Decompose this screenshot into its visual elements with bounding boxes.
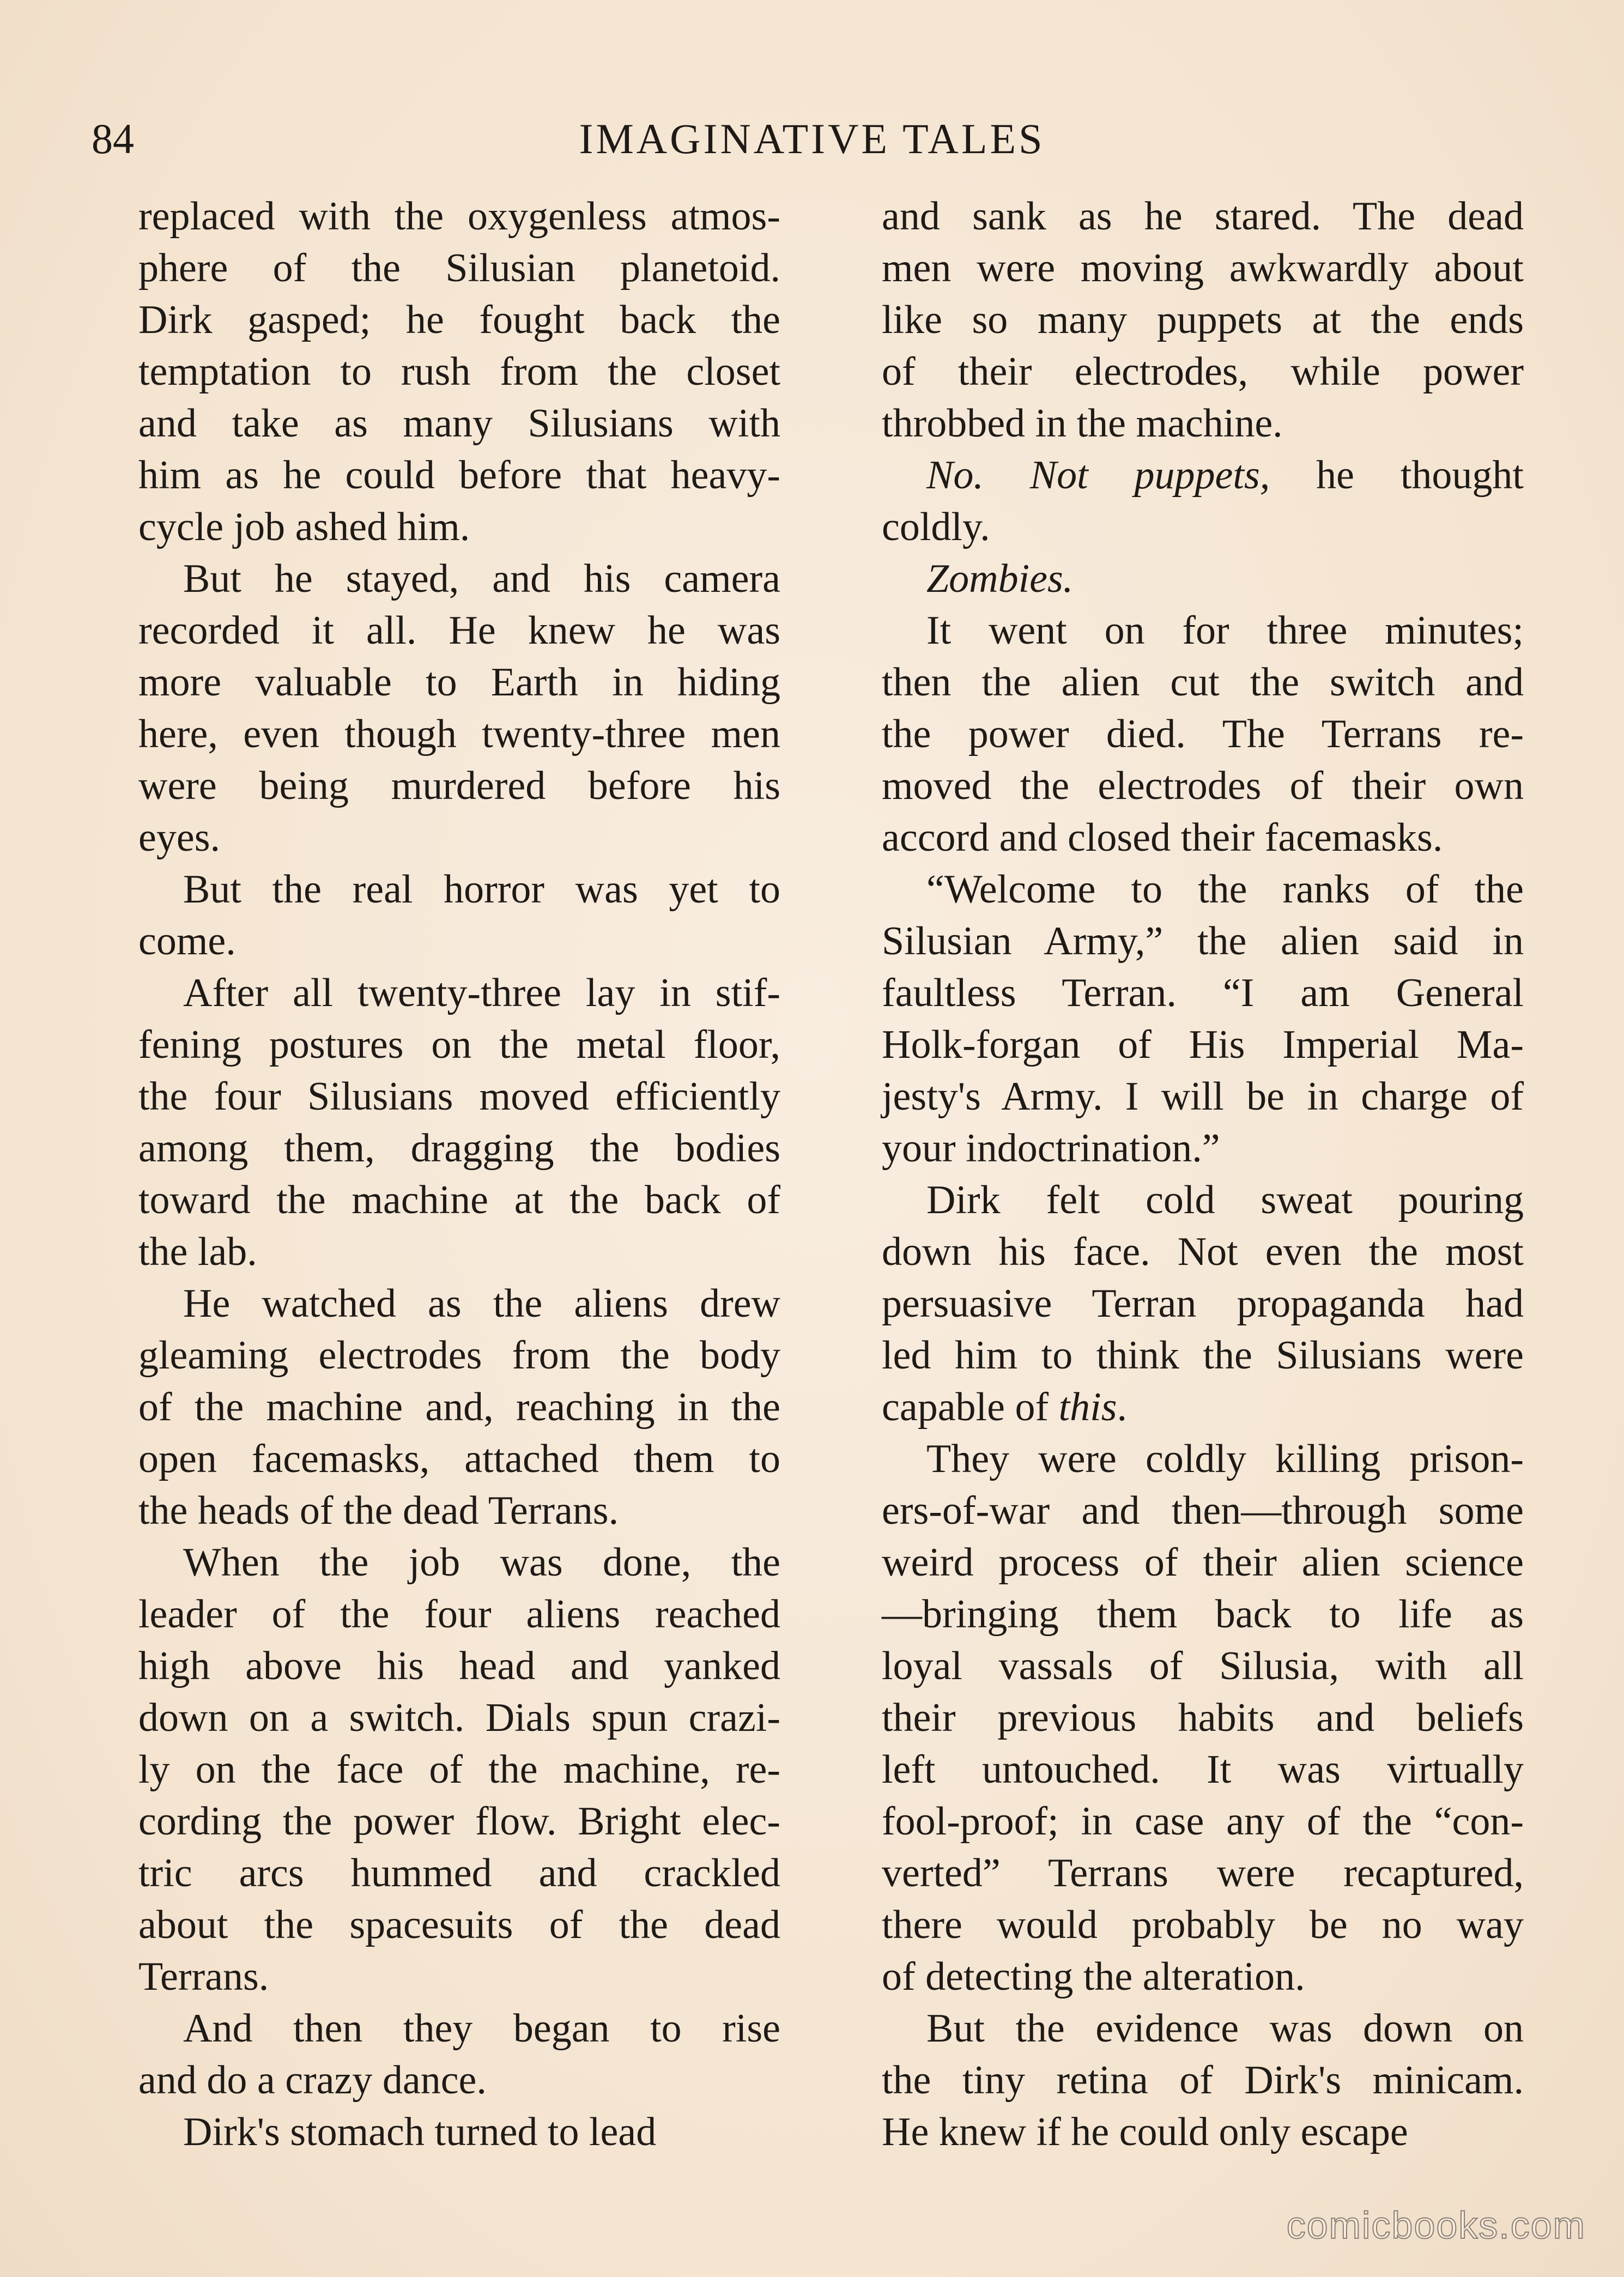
text-line: They were coldly killing prison- xyxy=(926,1437,1524,1481)
text-line: led him to think the Silusians were xyxy=(882,1333,1524,1378)
text-line: like so many puppets at the ends xyxy=(882,298,1524,342)
text-line: No. Not puppets, he thought xyxy=(926,453,1524,498)
text-line: Terrans. xyxy=(138,1954,269,1999)
text-line: left untouched. It was virtually xyxy=(882,1747,1524,1792)
paragraph xyxy=(837,1433,1524,2003)
watermark: comicbooks.com xyxy=(1286,2204,1586,2246)
text-line: recorded it all. He knew he was xyxy=(138,608,780,653)
paragraph xyxy=(94,2003,780,2106)
paragraph xyxy=(94,191,780,553)
text-line: ly on the face of the machine, re- xyxy=(138,1747,780,1792)
text-line: temptation to rush from the closet xyxy=(138,349,780,394)
text-line: Zombies. xyxy=(926,556,1074,601)
text-line: the power died. The Terrans re- xyxy=(882,712,1524,756)
right-text-column xyxy=(837,191,1524,2158)
paragraph xyxy=(837,191,1524,450)
text-line: and sank as he stared. The dead xyxy=(882,194,1524,239)
text-line: among them, dragging the bodies xyxy=(138,1126,780,1171)
text-line: here, even though twenty-three men xyxy=(138,712,780,756)
paragraph xyxy=(94,553,780,864)
text-line: It went on for three minutes; xyxy=(926,608,1524,653)
text-line: toward the machine at the back of xyxy=(138,1178,780,1222)
text-line: cycle job ashed him. xyxy=(138,505,470,549)
text-line: phere of the Silusian planetoid. xyxy=(138,246,780,290)
text-line: Holk-forgan of His Imperial Ma- xyxy=(882,1022,1524,1067)
text-line: “Welcome to the ranks of the xyxy=(926,867,1524,912)
paragraph xyxy=(837,553,1524,605)
text-line: ers-of-war and then—through some xyxy=(882,1488,1524,1533)
text-line: moved the electrodes of their own xyxy=(882,764,1524,808)
page-number: 84 xyxy=(92,115,134,162)
text-line: men were moving awkwardly about xyxy=(882,246,1524,290)
paragraph xyxy=(837,1174,1524,1433)
paragraph xyxy=(837,2003,1524,2158)
text-line: coldly. xyxy=(882,505,990,549)
running-title: IMAGINATIVE TALES xyxy=(579,115,1045,162)
paragraph xyxy=(837,450,1524,553)
text-line: were being murdered before his xyxy=(138,764,780,808)
text-line: tric arcs hummed and crackled xyxy=(138,1851,780,1896)
text-line: there would probably be no way xyxy=(882,1903,1524,1947)
text-line: more valuable to Earth in hiding xyxy=(138,660,780,705)
text-line: persuasive Terran propaganda had xyxy=(882,1281,1524,1326)
text-line: But he stayed, and his camera xyxy=(183,556,780,601)
text-line: him as he could before that heavy- xyxy=(138,453,780,498)
text-line: fool-proof; in case any of the “con- xyxy=(882,1799,1524,1844)
text-line: weird process of their alien science xyxy=(882,1540,1524,1585)
text-line: Dirk's stomach turned to lead xyxy=(183,2110,657,2154)
text-line: of their electrodes, while power xyxy=(882,349,1524,394)
text-line: down his face. Not even the most xyxy=(882,1230,1524,1274)
text-line: Dirk gasped; he fought back the xyxy=(138,298,780,342)
paragraph xyxy=(94,864,780,967)
text-line: throbbed in the machine. xyxy=(882,401,1283,446)
text-line: He knew if he could only escape xyxy=(882,2110,1408,2154)
running-header xyxy=(0,109,1624,169)
text-line: jesty's Army. I will be in charge of xyxy=(882,1074,1524,1119)
text-line: capable of this. xyxy=(882,1385,1128,1430)
text-line: high above his head and yanked xyxy=(138,1644,780,1688)
text-line: When the job was done, the xyxy=(183,1540,780,1585)
text-line: loyal vassals of Silusia, with all xyxy=(882,1644,1524,1688)
paragraph xyxy=(94,1278,780,1537)
text-line: verted” Terrans were recaptured, xyxy=(882,1851,1524,1896)
text-line: gleaming electrodes from the body xyxy=(138,1333,780,1378)
text-line: open facemasks, attached them to xyxy=(138,1437,780,1481)
text-line: He watched as the aliens drew xyxy=(183,1281,780,1326)
text-line: the four Silusians moved efficiently xyxy=(138,1074,780,1119)
text-line: and take as many Silusians with xyxy=(138,401,780,446)
text-line: their previous habits and beliefs xyxy=(882,1695,1524,1740)
text-line: After all twenty-three lay in stif- xyxy=(183,971,780,1015)
text-line: come. xyxy=(138,919,236,964)
text-line: then the alien cut the switch and xyxy=(882,660,1524,705)
text-line: and do a crazy dance. xyxy=(138,2058,487,2103)
text-line: the heads of the dead Terrans. xyxy=(138,1488,619,1533)
text-line: But the real horror was yet to xyxy=(183,867,780,912)
text-line: And then they began to rise xyxy=(183,2006,780,2051)
paragraph xyxy=(837,864,1524,1174)
text-line: of the machine and, reaching in the xyxy=(138,1385,780,1430)
text-line: your indoctrination.” xyxy=(882,1126,1220,1171)
paragraph xyxy=(94,967,780,1278)
text-line: Silusian Army,” the alien said in xyxy=(882,919,1524,964)
paragraph xyxy=(837,605,1524,864)
text-line: accord and closed their facemasks. xyxy=(882,815,1443,860)
text-line: the lab. xyxy=(138,1230,257,1274)
text-line: of detecting the alteration. xyxy=(882,1954,1305,1999)
text-line: Dirk felt cold sweat pouring xyxy=(926,1178,1524,1222)
text-line: eyes. xyxy=(138,815,220,860)
text-line: the tiny retina of Dirk's minicam. xyxy=(882,2058,1524,2103)
text-line: replaced with the oxygenless atmos- xyxy=(138,194,780,239)
text-line: fening postures on the metal floor, xyxy=(138,1022,780,1067)
text-line: But the evidence was down on xyxy=(926,2006,1524,2051)
text-line: faultless Terran. “I am General xyxy=(882,971,1524,1015)
text-line: leader of the four aliens reached xyxy=(138,1592,780,1637)
left-text-column xyxy=(94,191,780,2158)
paragraph xyxy=(94,1537,780,2003)
text-line: cording the power flow. Bright elec- xyxy=(138,1799,780,1844)
text-line: about the spacesuits of the dead xyxy=(138,1903,780,1947)
text-line: down on a switch. Dials spun crazi- xyxy=(138,1695,780,1740)
paragraph xyxy=(94,2106,780,2158)
text-line: —bringing them back to life as xyxy=(882,1592,1524,1637)
